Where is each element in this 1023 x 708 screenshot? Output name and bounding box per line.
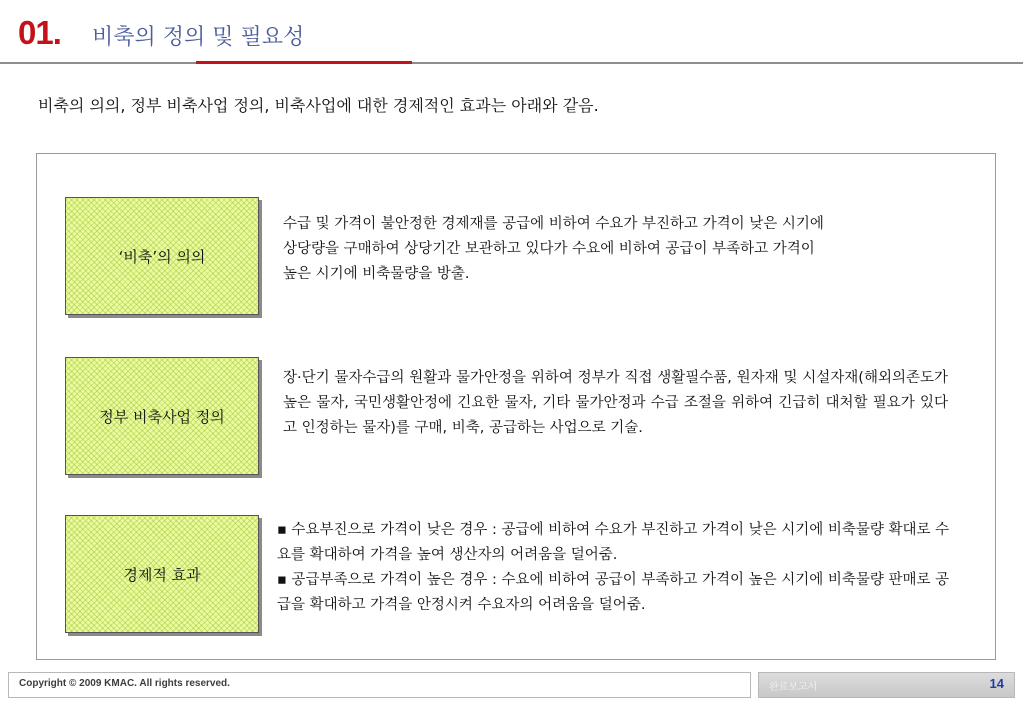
- description-line: 상당량을 구매하여 상당기간 보관하고 있다가 수요에 비하여 공급이 부족하고 가격이: [283, 241, 815, 257]
- footer-page-bar: [758, 672, 1015, 698]
- effect-bullet: ▪ 공급부족으로 가격이 높은 경우 : 수요에 비하여 공급이 부족하고 가격이 높은 시기에 비축물량 판매로 공급을 확대하고 가격을 안정시켜 수요자의 어려움을 덜어줌.: [277, 572, 950, 613]
- description-line: 높은 시기에 비축물량을 방출.: [283, 266, 470, 282]
- concept-box-economic-effect: [65, 515, 259, 633]
- concept-label: ‘비축’의 의의: [118, 247, 206, 266]
- concept-description-government-stockpile: 장·단기 물자수급의 원활과 물가안정을 위하여 정부가 직접 생활필수품, 원자재 및 시설자재(해외의존도가 높은 물자, 국민생활안정에 긴요한 물자, 기타 물가안정과 수급 조절을 위하여 긴급히 대처할 필요가 있다고 인정하는 물자)를 구매, 비축, 공급하는 사업으로 기술.: [283, 370, 948, 436]
- concept-label: 경제적 효과: [123, 565, 201, 584]
- effect-bullet: ▪ 수요부진으로 가격이 낮은 경우 : 공급에 비하여 수요가 부진하고 가격이 낮은 시기에 비축물량 확대로 수요를 확대하여 가격을 높여 생산자의 어려움을 덜어줌.: [277, 522, 950, 563]
- header-accent-line: [196, 61, 412, 64]
- copyright-text: Copyright © 2009 KMAC. All rights reserved.: [19, 678, 230, 689]
- concept-label: 정부 비축사업 정의: [99, 407, 225, 426]
- section-number: 01.: [18, 14, 61, 51]
- concept-box-government-stockpile: [65, 357, 259, 475]
- header-divider: [0, 62, 1023, 64]
- section-title: 비축의 정의 및 필요성: [92, 25, 305, 50]
- concept-box-meaning: [65, 197, 259, 315]
- slide-header: [0, 0, 1023, 66]
- concept-description-economic-effect: [277, 518, 957, 618]
- footer-copyright-bar: [8, 672, 751, 698]
- page-number: 14: [989, 676, 1004, 691]
- concept-description-meaning: [283, 212, 953, 287]
- description-line: 수급 및 가격이 불안정한 경제재를 공급에 비하여 수요가 부진하고 가격이 낮은 시기에: [283, 216, 824, 232]
- intro-text: 비축의 의의, 정부 비축사업 정의, 비축사업에 대한 경제적인 효과는 아래와 같음.: [38, 96, 599, 115]
- report-label: 완료보고서: [769, 682, 818, 693]
